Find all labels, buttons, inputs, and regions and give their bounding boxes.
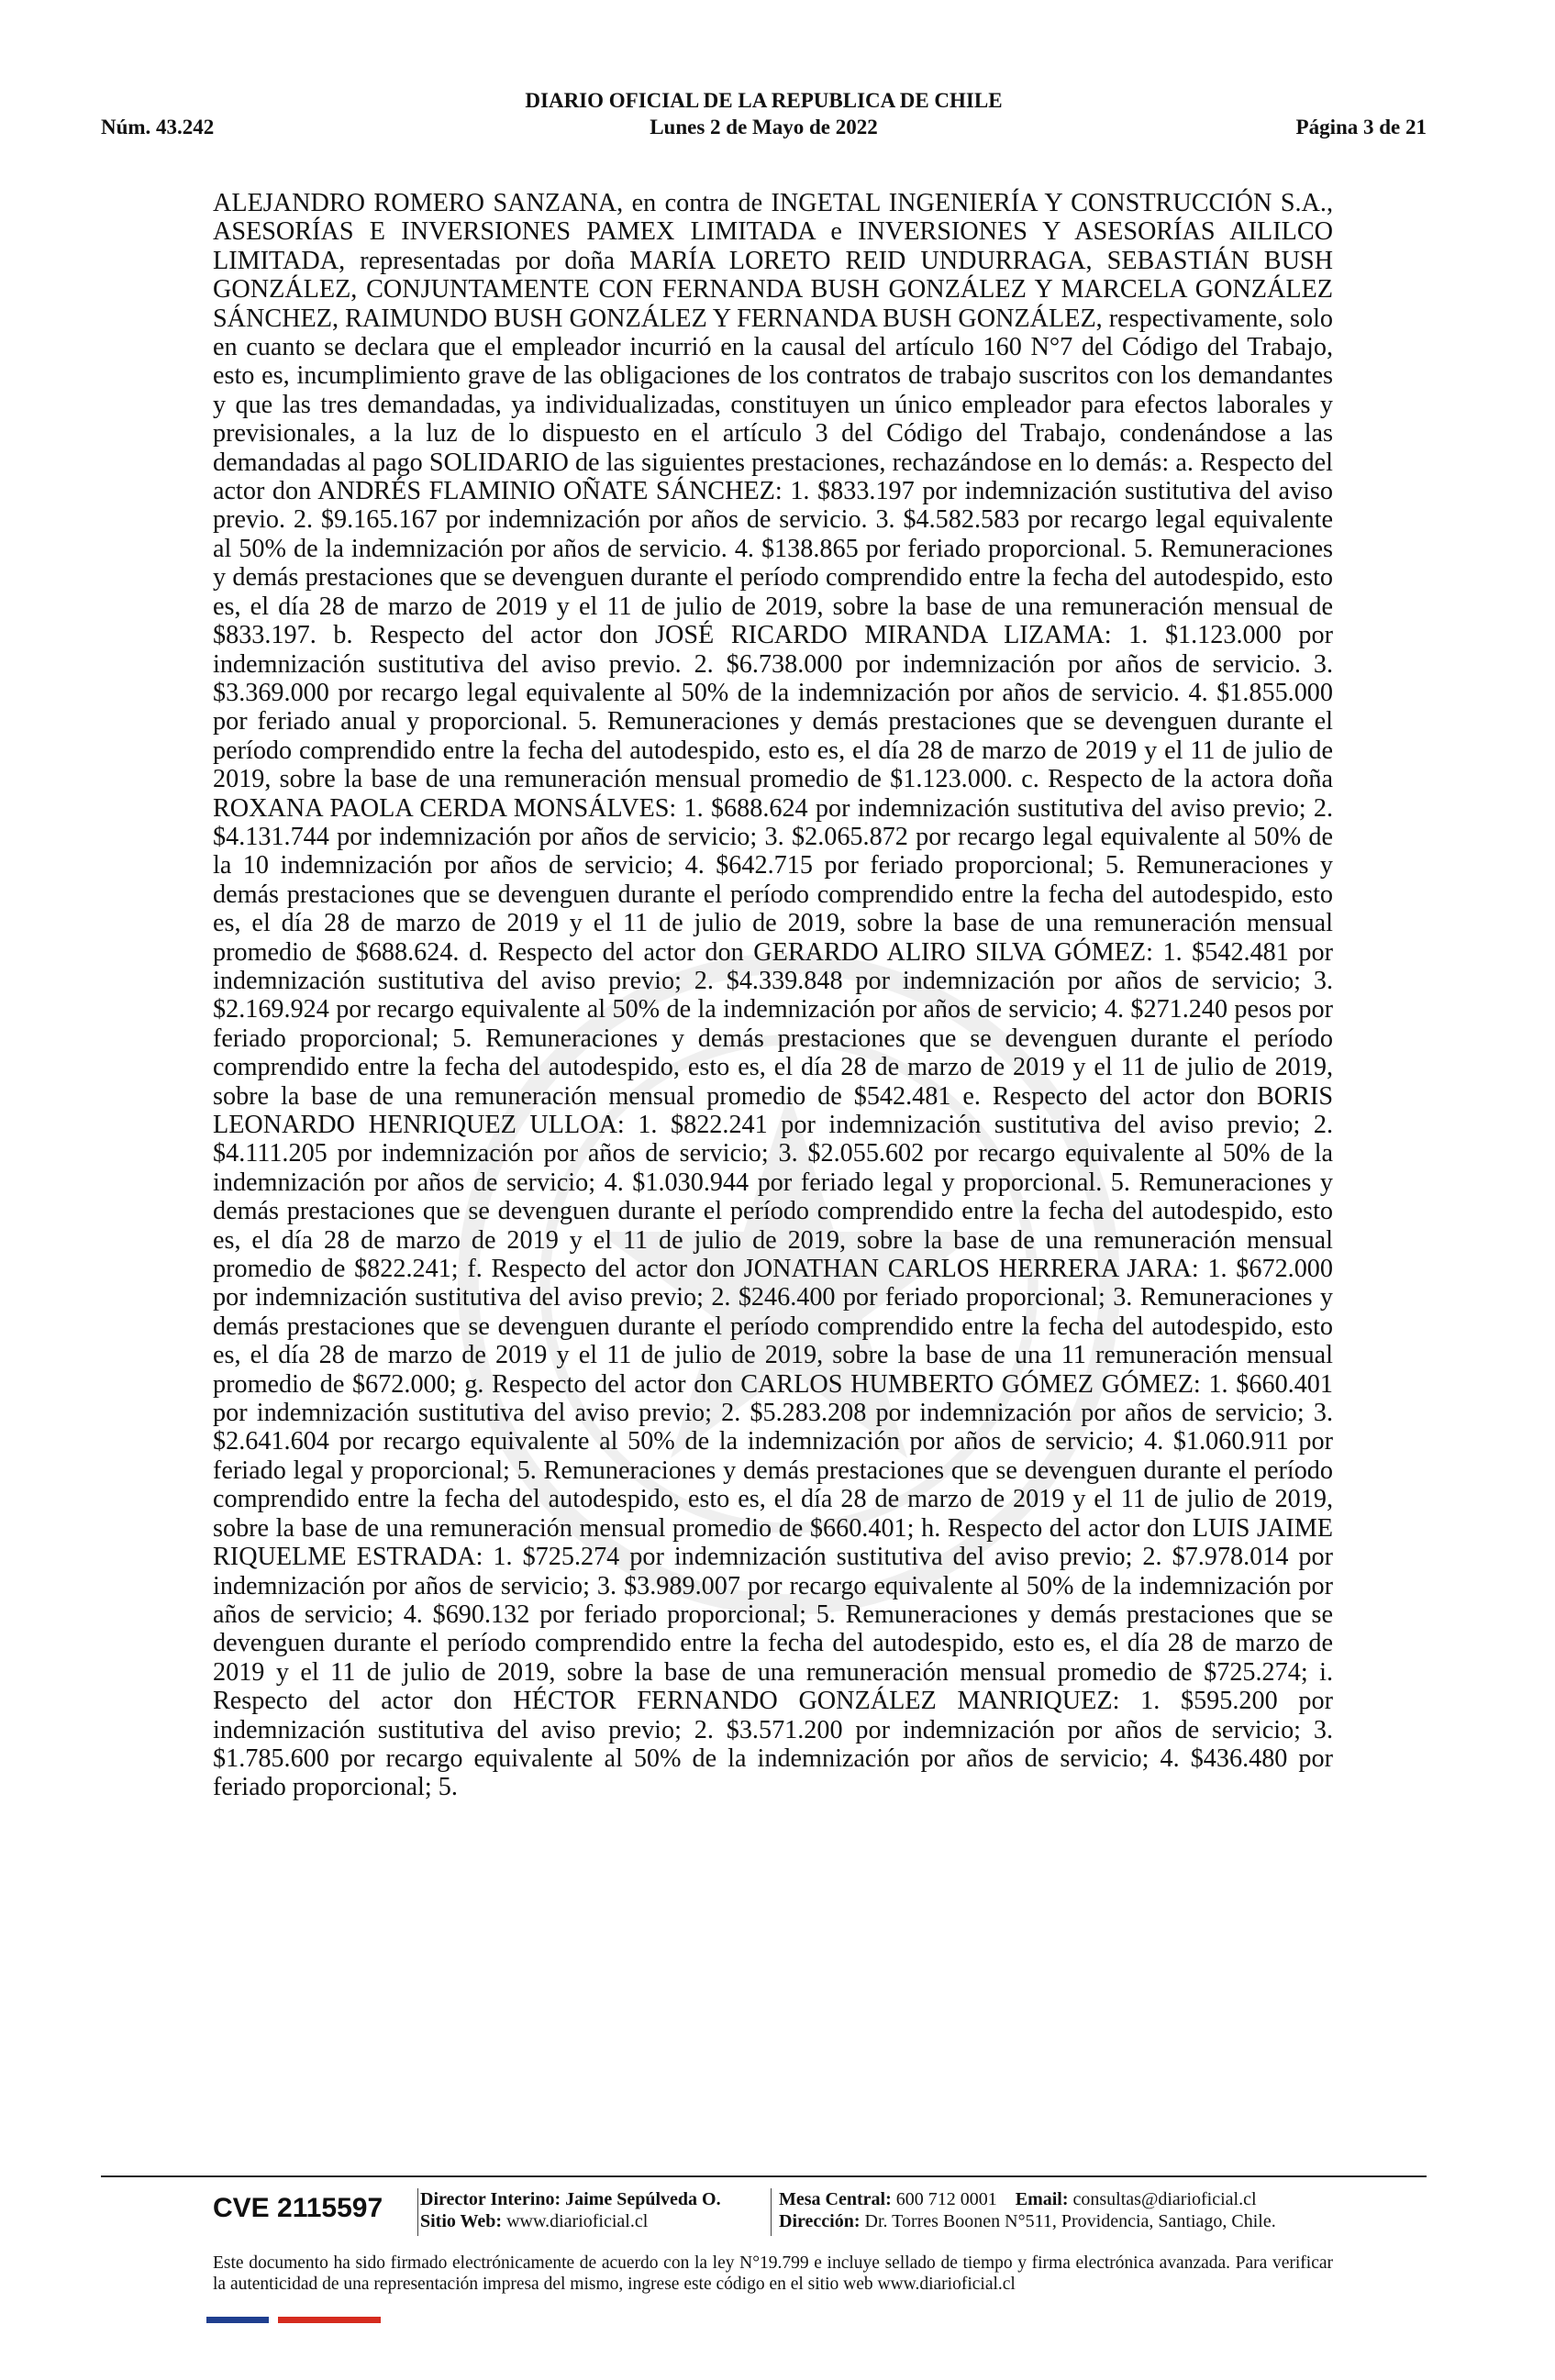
website-label: Sitio Web:	[420, 2211, 503, 2231]
flag-blue-segment	[206, 2317, 269, 2323]
footer-divider	[101, 2175, 1427, 2177]
address-label: Dirección:	[779, 2211, 861, 2231]
resolution-body-text: ALEJANDRO ROMERO SANZANA, en contra de INGETAL INGENIERÍA Y CONSTRUCCIÓN S.A., ASESORÍAS E INVERSIONES PAMEX LIMITADA e INVERSIONES Y ASESORÍAS AILILCO LIMITADA, representadas por doña MARÍA LORETO REID UNDURRAGA, SEBASTIÁN BUSH GONZÁLEZ, CONJUNTAMENTE CON FERNANDA BUSH GONZÁLEZ Y MARCELA GONZÁLEZ SÁNCHEZ, RAIMUNDO BUSH GONZÁLEZ Y FERNANDA BUSH GONZÁLEZ, respectivamente, solo en cuanto se declara que el empleador incurrió en la causal del artículo 160 N°7 del Código del Trabajo, esto es, incumplimiento grave de las obligaciones de los contratos de trabajo suscritos con los demandantes y que las tres demandadas, ya individualizadas, constituyen un único empleador para efectos laborales y previsionales, a la luz de lo dispuesto en el artículo 3 del Código del Trabajo, condenándose a las demandadas al pago SOLIDARIO de las siguientes prestaciones, rechazándose en lo demás: a. Respecto del actor don ANDRÉS FLAMINIO OÑATE SÁNCHEZ: 1. $833.197 por indemnización sustitutiva del aviso previo. 2. $9.165.167 por indemnización por años de servicio. 3. $4.582.583 por recargo legal equivalente al 50% de la indemnización por años de servicio. 4. $138.865 por feriado proporcional. 5. Remuneraciones y demás prestaciones que se devenguen durante el período comprendido entre la fecha del autodespido, esto es, el día 28 de marzo de 2019 y el 11 de julio de 2019, sobre la base de una remuneración mensual de $833.197. b. Respecto del actor don JOSÉ RICARDO MIRANDA LIZAMA: 1. $1.123.000 por indemnización sustitutiva del aviso previo. 2. $6.738.000 por indemnización por años de servicio. 3. $3.369.000 por recargo legal equivalente al 50% de la indemnización por años de servicio. 4. $1.855.000 por feriado anual y proporcional. 5. Remuneraciones y demás prestaciones que se devenguen durante el período comprendido entre la fecha del autodespido, esto es, el día 28 de marzo de 2019 y el 11 de julio de 2019, sobre la base de una remuneración mensual promedio de $1.123.000. c. Respecto de la actora doña ROXANA PAOLA CERDA MONSÁLVES: 1. $688.624 por indemnización sustitutiva del aviso previo; 2. $4.131.744 por indemnización por años de servicio; 3. $2.065.872 por recargo legal equivalente al 50% de la 10 indemnización por años de servicio; 4. $642.715 por feriado proporcional; 5. Remuneraciones y demás prestaciones que se devenguen durante el período comprendido entre la fecha del autodespido, esto es, el día 28 de marzo de 2019 y el 11 de julio de 2019, sobre la base de una remuneración mensual promedio de $688.624. d. Respecto del actor don GERARDO ALIRO SILVA GÓMEZ: 1. $542.481 por indemnización sustitutiva del aviso previo; 2. $4.339.848 por indemnización por años de servicio; 3. $2.169.924 por recargo equivalente al 50% de la indemnización por años de servicio; 4. $271.240 pesos por feriado proporcional; 5. Remuneraciones y demás prestaciones que se devenguen durante el período comprendido entre la fecha del autodespido, esto es, el día 28 de marzo de 2019 y el 11 de julio de 2019, sobre la base de una remuneración mensual promedio de $542.481 e. Respecto del actor don BORIS LEONARDO HENRIQUEZ ULLOA: 1. $822.241 por indemnización sustitutiva del aviso previo; 2. $4.111.205 por indemnización por años de servicio; 3. $2.055.602 por recargo equivalente al 50% de la indemnización por años de servicio; 4. $1.030.944 por feriado legal y proporcional. 5. Remuneraciones y demás prestaciones que se devenguen durante el período comprendido entre la fecha del autodespido, esto es, el día 28 de marzo de 2019 y el 11 de julio de 2019, sobre la base de una remuneración mensual promedio de $822.241; f. Respecto del actor don JONATHAN CARLOS HERRERA JARA: 1. $672.000 por indemnización sustitutiva del aviso previo; 2. $246.400 por feriado proporcional; 3. Remuneraciones y demás prestaciones que se devenguen durante el período comprendido entre la fecha del autodespido, esto es, el día 28 de marzo de 2019 y el 11 de julio de 2019, sobre la base de una 11 remuneración mensual promedio de $672.000; g. Respecto del actor don CARLOS HUMBERTO GÓMEZ GÓMEZ: 1. $660.401 por indemnización sustitutiva del aviso previo; 2. $5.283.208 por indemnización por años de servicio; 3. $2.641.604 por recargo equivalente al 50% de la indemnización por años de servicio; 4. $1.060.911 por feriado legal y proporcional; 5. Remuneraciones y demás prestaciones que se devenguen durante el período comprendido entre la fecha del autodespido, esto es, el día 28 de marzo de 2019 y el 11 de julio de 2019, sobre la base de una remuneración mensual promedio de $660.401; h. Respecto del actor don LUIS JAIME RIQUELME ESTRADA: 1. $725.274 por indemnización sustitutiva del aviso previo; 2. $7.978.014 por indemnización por años de servicio; 3. $3.989.007 por recargo equivalente al 50% de la indemnización por años de servicio; 4. $690.132 por feriado proporcional; 5. Remuneraciones y demás prestaciones que se devenguen durante el período comprendido entre la fecha del autodespido, esto es, el día 28 de marzo de 2019 y el 11 de julio de 2019, sobre la base de una remuneración mensual promedio de $725.274; i. Respecto del actor don HÉCTOR FERNANDO GONZÁLEZ MANRIQUEZ: 1. $595.200 por indemnización sustitutiva del aviso previo; 2. $3.571.200 por indemnización por años de servicio; 3. $1.785.600 por recargo equivalente al 50% de la indemnización por años de servicio; 4. $436.480 por feriado proporcional; 5.	[213, 189, 1333, 1802]
newspaper-title: DIARIO OFICIAL DE LA REPUBLICA DE CHILE	[525, 89, 1003, 112]
phone-label: Mesa Central:	[779, 2189, 892, 2209]
email-label: Email:	[1015, 2189, 1069, 2209]
flag-stripe	[206, 2311, 390, 2318]
phone-number: 600 712 0001	[895, 2189, 997, 2209]
address-text: Dr. Torres Boonen N°511, Providencia, Santiago, Chile.	[864, 2211, 1276, 2231]
legal-notice: Este documento ha sido firmado electrónicamente de acuerdo con la ley N°19.799 e incluye sellado de tiempo y firma electrónica avanzada. Para verificar la autenticidad de una representación impresa del mismo, ingrese este código en el sitio web www.diarioficial.cl	[213, 2253, 1333, 2294]
page-number: Página 3 de 21	[1295, 116, 1427, 138]
director-label: Director Interino:	[420, 2189, 561, 2209]
page-header	[101, 88, 1427, 147]
flag-white-segment	[269, 2317, 278, 2323]
email-link[interactable]: consultas@diarioficial.cl	[1072, 2189, 1257, 2209]
issue-date: Lunes 2 de Mayo de 2022	[650, 116, 878, 138]
flag-red-segment	[278, 2317, 381, 2323]
footer-contact-column	[771, 2188, 1276, 2236]
footer-director-column	[417, 2188, 721, 2236]
website-link[interactable]: www.diarioficial.cl	[506, 2211, 649, 2231]
director-name: Jaime Sepúlveda O.	[565, 2189, 721, 2209]
issue-number: Núm. 43.242	[101, 116, 215, 138]
cve-code: CVE 2115597	[213, 2193, 383, 2223]
